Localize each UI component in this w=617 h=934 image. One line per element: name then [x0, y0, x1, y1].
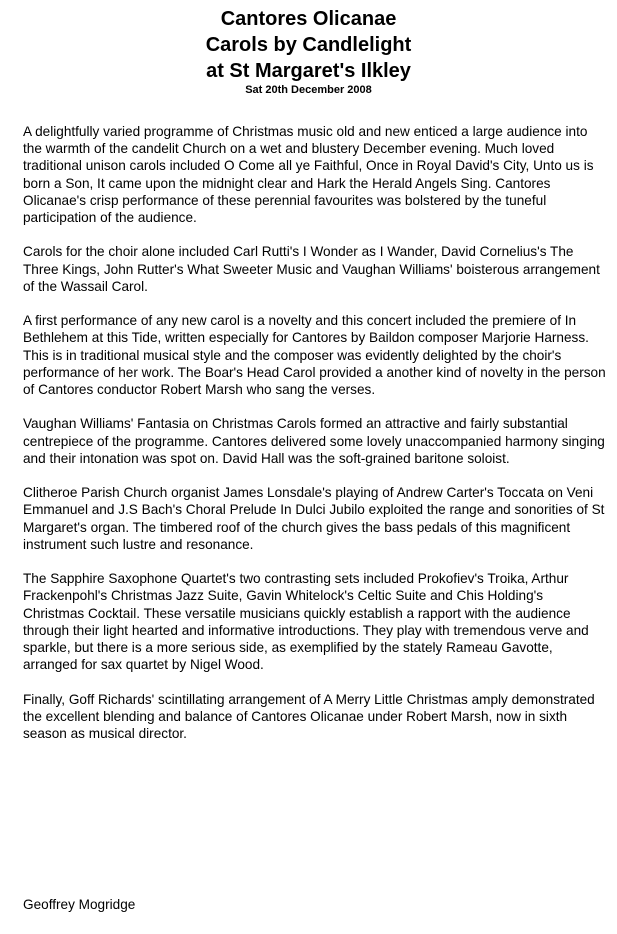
- title-line-3: at St Margaret's Ilkley: [206, 60, 411, 82]
- concert-date: Sat 20th December 2008: [245, 84, 372, 96]
- paragraph-5: Clitheroe Parish Church organist James Lonsdale's playing of Andrew Carter's Toccata on Veni Emmanuel and J.S Bach's Choral Prelude In Dulci Jubilo exploited the range and sonorities of St Margaret's organ. The timbered roof of the church gives the bass pedals of this magnificent instrument such lustre and resonance.: [23, 485, 605, 552]
- title-block: [0, 6, 617, 97]
- title-line-2: Carols by Candlelight: [205, 34, 412, 56]
- author-signature: Geoffrey Mogridge: [23, 897, 136, 912]
- review-body: [23, 123, 607, 759]
- paragraph-3: A first performance of any new carol is a novelty and this concert included the premiere of In Bethlehem at this Tide, written especially for Cantores by Baildon composer Marjorie Harness. This is in traditional musical style and the composer was evidently delighted by the choir's performance of her work. The Boar's Head Carol provided a another kind of novelty in the person of Cantores conductor Robert Marsh who sang the verses.: [23, 313, 606, 398]
- paragraph-6: The Sapphire Saxophone Quartet's two contrasting sets included Prokofiev's Troika, Arthur Frackenpohl's Christmas Jazz Suite, Gavin Whitelock's Celtic Suite and Chis Holding's Christmas Cocktail. These versatile musicians quickly establish a rapport with the audience through their light hearted and informative introductions. They play with tremendous verve and sparkle, but there is a more serious side, as exemplified by the stately Rameau Gavotte, arranged for sax quartet by Nigel Wood.: [23, 571, 589, 673]
- paragraph-7: Finally, Goff Richards' scintillating arrangement of A Merry Little Christmas amply demonstrated the excellent blending and balance of Cantores Olicanae under Robert Marsh, now in sixth season as musical director.: [23, 691, 595, 742]
- paragraph-4: Vaughan Williams' Fantasia on Christmas Carols formed an attractive and fairly substantial centrepiece of the programme. Cantores delivered some lovely unaccompanied harmony singing and their intonation was spot on. David Hall was the soft-grained baritone soloist.: [23, 416, 605, 466]
- paragraph-2: Carols for the choir alone included Carl Rutti's I Wonder as I Wander, David Cornelius's The Three Kings, John Rutter's What Sweeter Music and Vaughan Williams' boisterous arrangement of the Wassail Carol.: [23, 244, 600, 294]
- title-line-1: Cantores Olicanae: [220, 8, 397, 30]
- paragraph-1: A delightfully varied programme of Christmas music old and new enticed a large audience into the warmth of the candelit Church on a wet and blustery December evening. Much loved traditional unison carols included O Come all ye Faithful, Once in Royal David's City, Unto us is born a Son, It came upon the midnight clear and Hark the Herald Angels Sing. Cantores Olicanae's crisp performance of these perennial favourites was bolstered by the tuneful participation of the audience.: [23, 124, 594, 226]
